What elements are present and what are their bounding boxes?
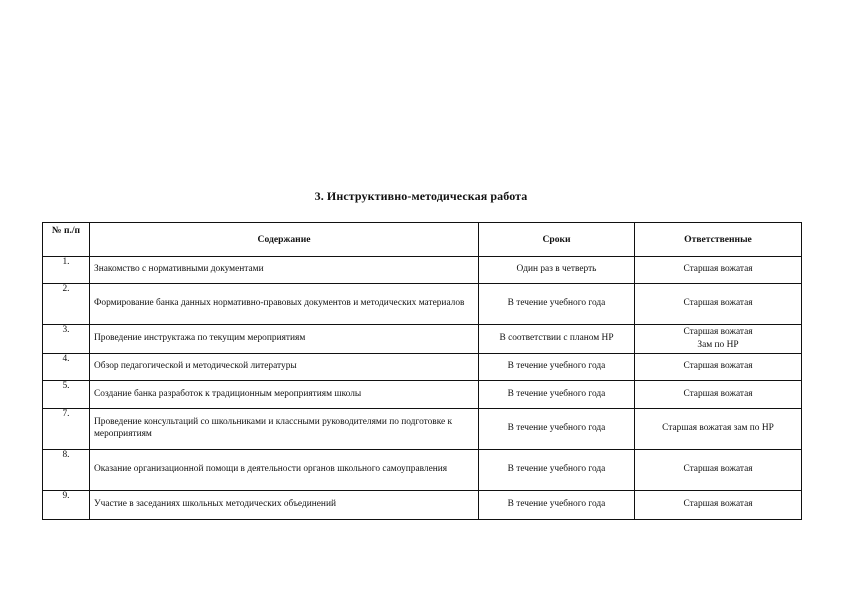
row-term: В течение учебного года [479, 284, 635, 325]
row-num: 4. [43, 354, 90, 381]
table-row [43, 284, 802, 325]
row-content: Участие в заседаниях школьных методических объединений [90, 491, 479, 520]
table-header-row [43, 223, 802, 257]
row-term: В течение учебного года [479, 381, 635, 409]
row-responsible: Старшая вожатая [635, 381, 802, 409]
row-responsible: Старшая вожатая Зам по НР [635, 325, 802, 354]
row-content: Проведение инструктажа по текущим мероприятиям [90, 325, 479, 354]
row-responsible: Старшая вожатая [635, 491, 802, 520]
row-content: Знакомство с нормативными документами [90, 257, 479, 284]
row-term: В соответствии с планом НР [479, 325, 635, 354]
table-row [43, 381, 802, 409]
table-row [43, 491, 802, 520]
row-content: Создание банка разработок к традиционным мероприятиям школы [90, 381, 479, 409]
row-responsible: Старшая вожатая [635, 284, 802, 325]
row-term: В течение учебного года [479, 409, 635, 450]
header-term: Сроки [479, 223, 635, 257]
row-num: 7. [43, 409, 90, 450]
row-num: 3. [43, 325, 90, 354]
section-title: 3. Инструктивно-методическая работа [314, 189, 528, 203]
table-row [43, 354, 802, 381]
row-term: В течение учебного года [479, 491, 635, 520]
row-content: Формирование банка данных нормативно-правовых документов и методических материалов [90, 284, 479, 325]
row-num: 1. [43, 257, 90, 284]
row-term: В течение учебного года [479, 354, 635, 381]
row-num: 5. [43, 381, 90, 409]
header-responsible: Ответственные [635, 223, 802, 257]
row-responsible: Старшая вожатая [635, 257, 802, 284]
row-num: 2. [43, 284, 90, 325]
table-row [43, 257, 802, 284]
work-plan-table [42, 222, 802, 520]
table-row [43, 409, 802, 450]
row-num: 8. [43, 450, 90, 491]
row-responsible: Старшая вожатая [635, 354, 802, 381]
row-responsible: Старшая вожатая зам по НР [635, 409, 802, 450]
row-term: Один раз в четверть [479, 257, 635, 284]
row-responsible: Старшая вожатая [635, 450, 802, 491]
row-content: Обзор педагогической и методической литературы [90, 354, 479, 381]
table-row [43, 450, 802, 491]
row-content: Оказание организационной помощи в деятельности органов школьного самоуправления [90, 450, 479, 491]
row-term: В течение учебного года [479, 450, 635, 491]
table-row [43, 325, 802, 354]
row-num: 9. [43, 491, 90, 520]
row-content: Проведение консультаций со школьниками и классными руководителями по подготовке к мероприятиям [90, 409, 479, 450]
header-content: Содержание [90, 223, 479, 257]
header-num: № п./п [43, 223, 90, 257]
